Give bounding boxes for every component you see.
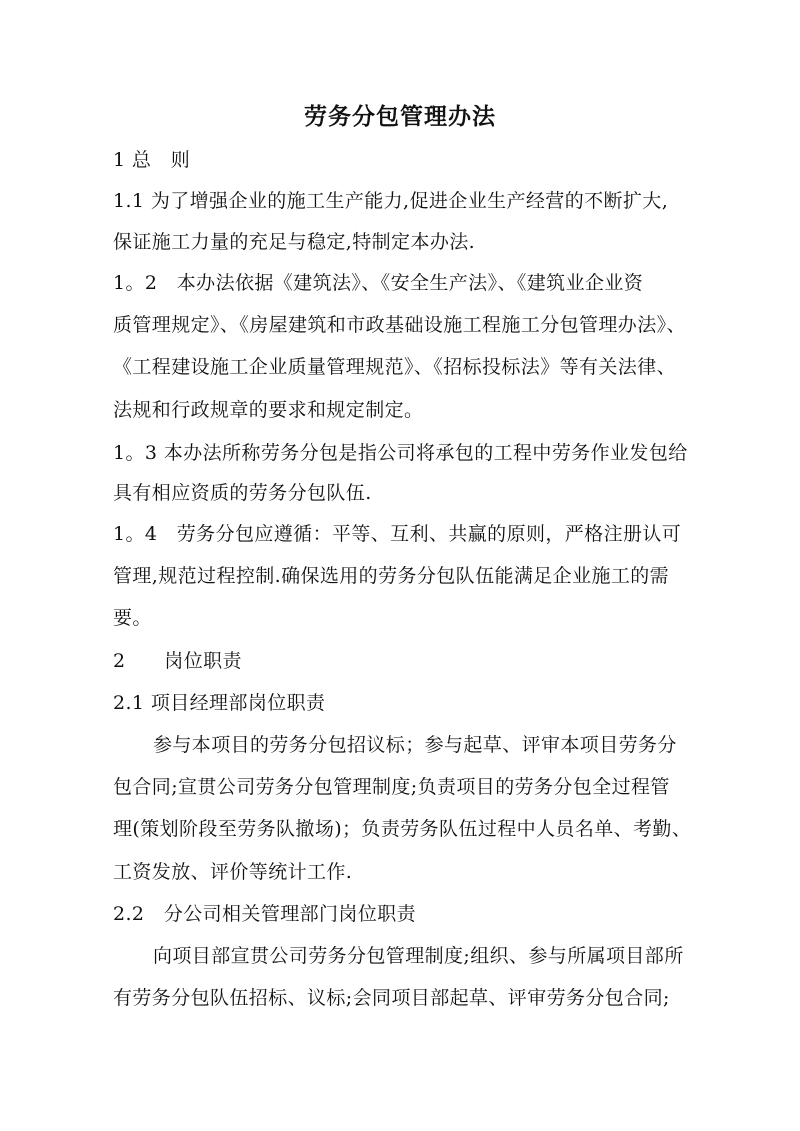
paragraph-line: 1。2 本办法依据《建筑法》、《安全生产法》、《建筑业企业资: [113, 272, 644, 294]
paragraph-line: 管理,规范过程控制.确保选用的劳务分包队伍能满足企业施工的需: [113, 565, 670, 587]
paragraph-line: 要。: [113, 607, 152, 629]
section-heading-2: 2 岗位职责: [113, 650, 242, 672]
paragraph-line: 理(策划阶段至劳务队撤场)；负责劳务队伍过程中人员名单、考勤、: [113, 818, 692, 840]
paragraph-line: 向项目部宣贯公司劳务分包管理制度;组织、参与所属项目部所: [153, 945, 684, 967]
paragraph-line: 参与本项目的劳务分包招议标；参与起草、评审本项目劳务分: [153, 734, 677, 756]
document-title: 劳务分包管理办法: [304, 104, 496, 130]
section-heading-1: 1 总 则: [113, 149, 191, 171]
paragraph-line: 工资发放、评价等统计工作.: [113, 861, 353, 883]
paragraph-line: 具有相应资质的劳务分包队伍.: [113, 482, 372, 504]
paragraph-line: 法规和行政规章的要求和规定制定。: [113, 399, 424, 421]
paragraph-line: 有劳务分包队伍招标、议标;会同项目部起草、评审劳务分包合同;: [113, 987, 670, 1009]
paragraph-line: 1。3 本办法所称劳务分包是指公司将承包的工程中劳务作业发包给: [113, 442, 688, 464]
paragraph-line: 质管理规定》、《房屋建筑和市政基础设施工程施工分包管理办法》、: [113, 314, 686, 336]
paragraph-line: 保证施工力量的充足与稳定,特制定本办法.: [113, 231, 476, 253]
paragraph-line: 包合同;宣贯公司劳务分包管理制度;负责项目的劳务分包全过程管: [113, 776, 670, 798]
paragraph-line: 1.1 为了增强企业的施工生产能力,促进企业生产经营的不断扩大,: [113, 190, 669, 212]
paragraph-line: 《工程建设施工企业质量管理规范》、《招标投标法》等有关法律、: [113, 356, 677, 378]
subsection-heading-2-1: 2.1 项目经理部岗位职责: [113, 692, 326, 714]
paragraph-line: 1。4 劳务分包应遵循：平等、互利、共赢的原则，严格注册认可: [113, 523, 682, 545]
subsection-heading-2-2: 2.2 分公司相关管理部门岗位职责: [113, 903, 417, 925]
